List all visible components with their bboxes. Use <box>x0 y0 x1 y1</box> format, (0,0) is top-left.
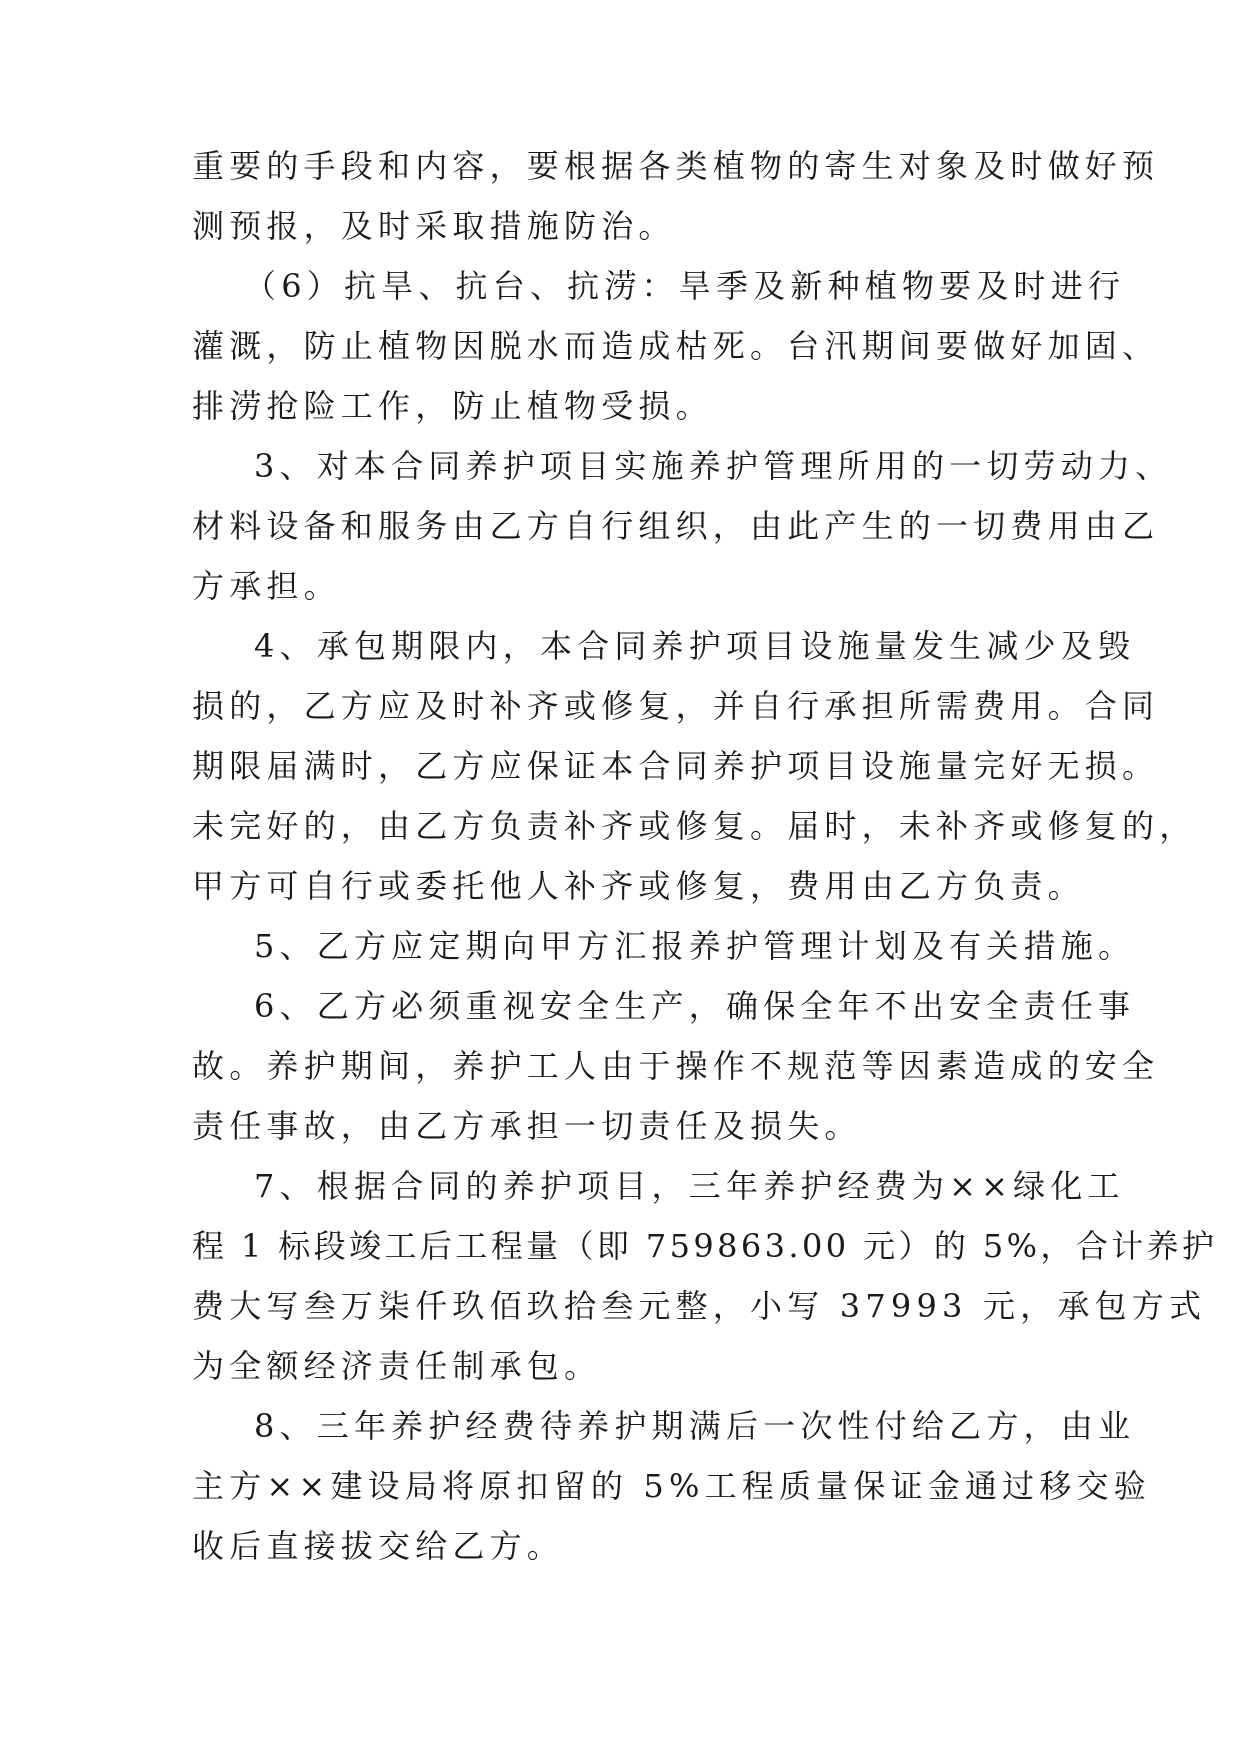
text-line: 费大写叁万柒仟玖佰玖拾叁元整，小写 37993 元，承包方式 <box>192 1287 1207 1325</box>
text-line: 收后直接拔交给乙方。 <box>192 1527 565 1565</box>
text-line: 4、承包期限内，本合同养护项目设施量发生减少及毁 <box>254 627 1136 665</box>
text-line: 7、根据合同的养护项目，三年养护经费为××绿化工 <box>254 1167 1125 1205</box>
text-line: 程 1 标段竣工后工程量（即 759863.00 元）的 5%，合计养护 <box>192 1227 1218 1265</box>
text-line: 重要的手段和内容，要根据各类植物的寄生对象及时做好预 <box>192 147 1160 185</box>
text-line: 未完好的，由乙方负责补齐或修复。届时，未补齐或修复的， <box>192 807 1197 845</box>
text-line: 主方××建设局将原扣留的 5%工程质量保证金通过移交验 <box>192 1467 1151 1505</box>
text-line: 甲方可自行或委托他人补齐或修复，费用由乙方负责。 <box>192 867 1085 905</box>
text-line: 5、乙方应定期向甲方汇报养护管理计划及有关措施。 <box>254 927 1136 965</box>
text-line: 方承担。 <box>192 567 341 605</box>
text-line: 3、对本合同养护项目实施养护管理所用的一切劳动力、 <box>254 447 1173 485</box>
text-line: 排涝抢险工作，防止植物受损。 <box>192 387 713 425</box>
text-line: 灌溉，防止植物因脱水而造成枯死。台汛期间要做好加固、 <box>192 327 1160 365</box>
text-line: 6、乙方必须重视安全生产，确保全年不出安全责任事 <box>254 987 1136 1025</box>
text-line: 期限届满时，乙方应保证本合同养护项目设施量完好无损。 <box>192 747 1160 785</box>
text-line: 材料设备和服务由乙方自行组织，由此产生的一切费用由乙 <box>192 507 1160 545</box>
text-line: 测预报，及时采取措施防治。 <box>192 207 676 245</box>
text-line: （6）抗旱、抗台、抗涝：旱季及新种植物要及时进行 <box>244 267 1126 305</box>
text-line: 损的，乙方应及时补齐或修复，并自行承担所需费用。合同 <box>192 687 1160 725</box>
text-line: 故。养护期间，养护工人由于操作不规范等因素造成的安全 <box>192 1047 1160 1085</box>
text-line: 责任事故，由乙方承担一切责任及损失。 <box>192 1107 862 1145</box>
text-line: 8、三年养护经费待养护期满后一次性付给乙方，由业 <box>254 1407 1136 1445</box>
text-line: 为全额经济责任制承包。 <box>192 1347 602 1385</box>
